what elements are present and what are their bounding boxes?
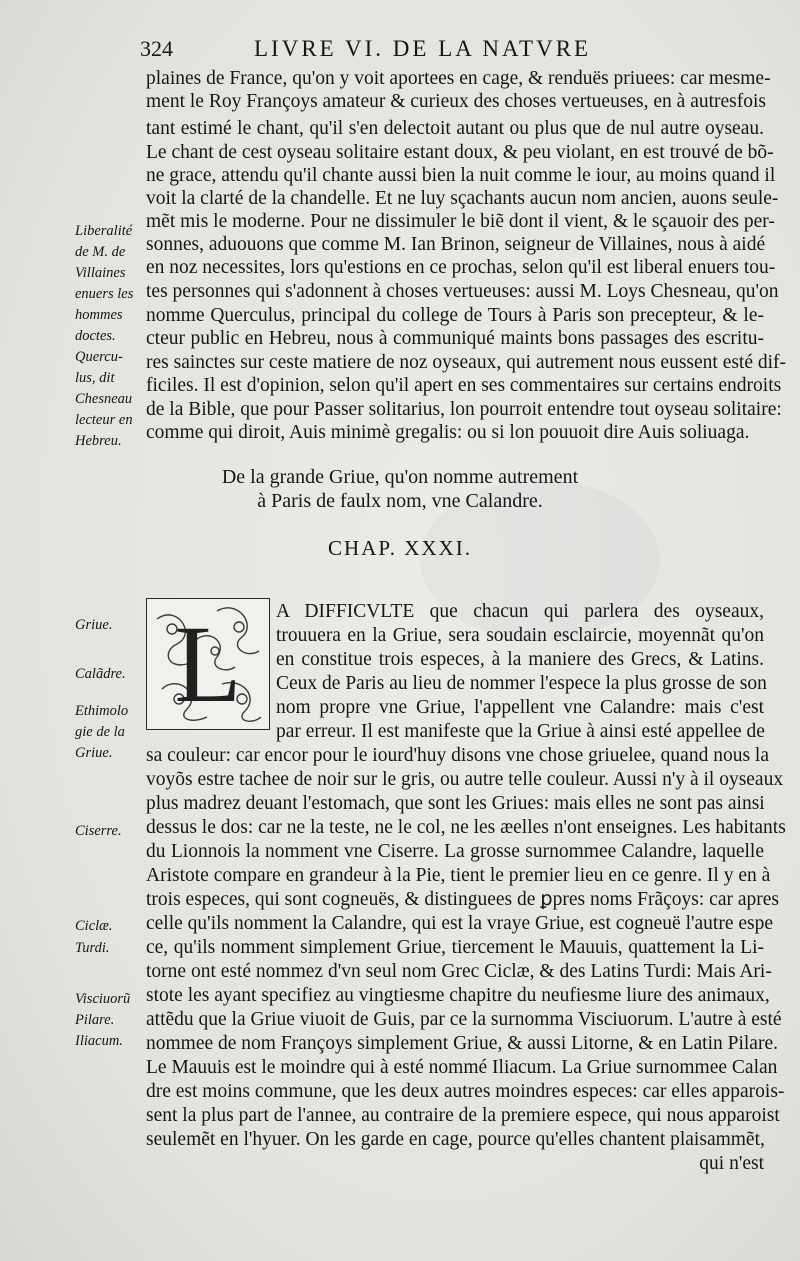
text-line: res sainctes sur ceste matiere de noz oyseaux, qui autrement nous eussent esté dif- (146, 352, 787, 373)
text-line: de la Bible, que pour Passer solitarius, lon pourroit entendre tout oyseau solitaire: (146, 399, 782, 420)
margin-note: Quercu- (75, 349, 123, 365)
chapter-subtitle-line-2: à Paris de faulx nom, vne Calandre. (257, 490, 543, 512)
text-line: plus madrez deuant l'estomach, que sont les Griues: mais elles ne sont pas ainsi (146, 793, 765, 814)
running-head: LIVRE VI. DE LA NATVRE (254, 36, 592, 61)
text-line: ment le Roy Françoys amateur & curieux des choses vertueuses, en à autresfois (146, 91, 767, 112)
margin-note: Iliacum. (75, 1033, 123, 1049)
margin-note: Griue. (75, 617, 113, 633)
margin-note: Hebreu. (75, 433, 122, 449)
dropcap-letter: L (174, 603, 242, 725)
text-line: en constitue trois especes, à la maniere des Grecs, & Latins. (276, 649, 764, 670)
text-line: nommee de nom Françoys simplement Griue, & aussi Litorne, & en Latin Pilare. (146, 1033, 778, 1054)
margin-note: lecteur en (75, 412, 133, 428)
text-line: sonnes, aduouons que comme M. Ian Brinon, seigneur de Villaines, nous à aidé (146, 234, 766, 255)
text-line: Le Mauuis est le moindre qui à esté nommé Iliacum. La Griue surnommee Calan (146, 1057, 778, 1078)
text-line: trouuera en la Griue, sera soudain esclaircie, moyennãt qu'on (276, 625, 764, 646)
margin-note: Ciserre. (75, 823, 122, 839)
margin-note: Calãdre. (75, 666, 126, 682)
text-line: tes personnes qui s'adonnent à choses vertueuses: aussi M. Loys Chesneau, qu'on (146, 281, 779, 302)
text-line: ce, qu'ils nomment simplement Griue, tiercement le Mauuis, quattement la Li- (146, 937, 764, 958)
text-line: du Lionnois la nomment vne Ciserre. La grosse surnommee Calandre, laquelle (146, 841, 764, 862)
text-line: nom propre vne Griue, l'appellent vne Calandre: mais c'est (276, 697, 764, 718)
text-line: trois especes, qui sont cogneuës, & distinguees de ꝑpres noms Frãçoys: car apres (146, 889, 779, 910)
margin-note: de M. de (75, 244, 126, 260)
margin-note: Ciclæ. (75, 918, 113, 934)
text-line: Ceux de Paris au lieu de nommer l'espece la plus grosse de son (276, 673, 767, 694)
chapter-heading: CHAP. XXXI. (328, 536, 472, 560)
decorated-initial (146, 598, 270, 730)
text-line: voit la clarté de la chandelle. Et ne luy sçachants aucun nom ancien, auons seule- (146, 188, 779, 209)
text-line: A DIFFICVLTE que chacun qui parlera des oyseaux, (276, 601, 764, 622)
text-line: dessus le dos: car ne la teste, ne le col, ne les æelles n'ont enseignes. Les habitants (146, 817, 786, 838)
margin-note: Pilare. (75, 1012, 115, 1028)
margin-note: Villaines (75, 265, 126, 281)
text-line: ne grace, attendu qu'il chante aussi bien la nuit comme le iour, au moins quand il (146, 165, 776, 186)
text-line: dre est moins commune, que les deux autres moindres especes: car elles apparois- (146, 1081, 785, 1102)
catchword: qui n'est (699, 1153, 764, 1174)
text-line: mẽt mis le moderne. Pour ne dissimuler le biẽ dont il vient, & le sçauoir des per- (146, 211, 775, 232)
text-line: voyõs estre tachee de noir sur le gris, ou autre telle couleur. Aussi n'y à il oyseaux (146, 769, 784, 790)
page-number: 324 (140, 36, 173, 61)
text-line: stote les ayant specifiez au vingtiesme chapitre du neufiesme liure des animaux, (146, 985, 770, 1006)
text-line: par erreur. Il est manifeste que la Griue à ainsi esté appellee de (276, 721, 765, 742)
margin-note: lus, dit (75, 370, 115, 386)
margin-note: hommes (75, 307, 123, 323)
text-line: tant estimé le chant, qu'il s'en delectoit autant ou plus que de nul autre oyseau. (146, 118, 764, 139)
margin-note: Visciuorũ (75, 991, 131, 1007)
page-header (0, 36, 800, 66)
margin-note: Chesneau (75, 391, 133, 407)
margin-note: doctes. (75, 328, 116, 344)
text-line: Aristote compare en grandeur à la Pie, tient le premier lieu en ce genre. Il y en à (146, 865, 771, 886)
text-line: celle qu'ils nomment la Calandre, qui est la vraye Griue, est cogneuë l'autre espe (146, 913, 774, 934)
text-line: torne ont esté nommez d'vn seul nom Grec Ciclæ, & des Latins Turdi: Mais Ari- (146, 961, 772, 982)
text-line: en noz necessites, lors qu'estions en ce prochas, selon qu'il est liberal enuers tou- (146, 257, 776, 278)
margin-note: Griue. (75, 745, 113, 761)
text-line: cteur public en Hebreu, nous à communiqué maints bons passages des escritu- (146, 328, 764, 349)
text-line: seulemẽt en l'hyuer. On les garde en cage, pource qu'elles chantent plaisammẽt, (146, 1129, 765, 1150)
margin-note: Liberalité (75, 223, 133, 239)
text-line: ficiles. Il est d'opinion, selon qu'il apert en ses commentaires sur certains endroits (146, 375, 782, 396)
chapter-subtitle-line-1: De la grande Griue, qu'on nomme autrement (221, 466, 579, 488)
text-line: nomme Querculus, principal du college de Tours à Paris son precepteur, & le- (146, 305, 764, 326)
margin-note: Ethimolo (75, 703, 129, 719)
text-line: plaines de France, qu'on y voit aportees en cage, & renduës priuees: car mesme- (146, 68, 771, 89)
text-line: sent la plus part de l'annee, au contraire de la premiere espece, qui nous apparoist (146, 1105, 780, 1126)
margin-note: Turdi. (75, 940, 110, 956)
margin-note: enuers les (75, 286, 134, 302)
text-line: Le chant de cest oyseau solitaire estant doux, & peu violant, en est trouvé de bõ- (146, 142, 774, 163)
margin-note: gie de la (75, 724, 125, 740)
text-line: sa couleur: car encor pour le iourd'huy disons vne chose griuelee, quand nous la (146, 745, 769, 766)
text-line: comme qui diroit, Auis minimè gregalis: ou si lon pouuoit dire Auis soliuaga. (146, 422, 750, 443)
text-line: attẽdu que la Griue viuoit de Guis, par ce la surnomma Visciuorum. L'autre à esté (146, 1009, 782, 1030)
